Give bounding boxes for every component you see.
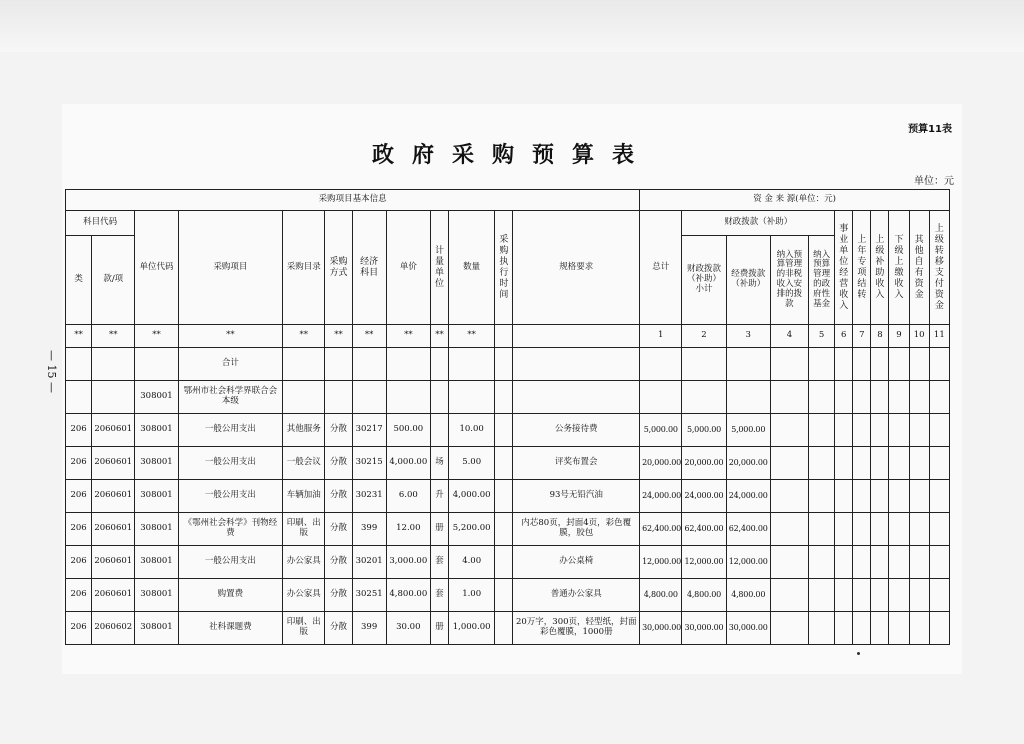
cell-quantity: 5,200.00 (449, 513, 495, 546)
cell-lei: 206 (66, 612, 92, 645)
cell-quantity: 1,000.00 (449, 612, 495, 645)
cell-exec-time (495, 612, 513, 645)
col-superior-aid: 上级补助收入 (871, 211, 889, 325)
cell-unit-price: 6.00 (386, 480, 430, 513)
cell-empty (770, 480, 808, 513)
cell-project: 社科课题费 (178, 612, 283, 645)
cell-empty (889, 480, 909, 513)
col-own-funds: 其他自有资金 (909, 211, 929, 325)
page-title: 政府采购预算表 (371, 143, 652, 168)
code-cell: 6 (835, 325, 853, 348)
code-cell: ** (66, 325, 92, 348)
cell-funding: 5,000.00 (726, 414, 770, 447)
cell-empty (929, 579, 949, 612)
col-method: 采购方式 (325, 211, 352, 325)
cell-empty (853, 612, 871, 645)
procurement-budget-table (65, 189, 950, 645)
cell-funding: 24,000.00 (726, 480, 770, 513)
cell-econ-subject: 30231 (352, 480, 386, 513)
cell-empty (853, 414, 871, 447)
code-cell: 8 (871, 325, 889, 348)
cell-unit-code: 308001 (135, 414, 178, 447)
cell-spec: 20万字，300页，轻型纸，封面彩色覆膜，1000册 (513, 612, 640, 645)
cell-empty (889, 579, 909, 612)
cell-measure-unit: 套 (430, 579, 448, 612)
col-total: 总计 (640, 211, 682, 325)
cell-empty (909, 612, 929, 645)
cell-empty (809, 546, 835, 579)
code-cell: 4 (770, 325, 808, 348)
cell-empty (909, 546, 929, 579)
cell-empty (929, 546, 949, 579)
cell-total: 30,000.00 (640, 612, 682, 645)
cell-empty (809, 513, 835, 546)
cell-total: 20,000.00 (640, 447, 682, 480)
cell-catalog: 一般会议 (283, 447, 325, 480)
cell-project: 《鄂州社会科学》刊物经费 (178, 513, 283, 546)
cell-measure-unit (430, 414, 448, 447)
cell-fiscal-subtotal: 24,000.00 (682, 480, 726, 513)
cell-project: 一般公用支出 (178, 414, 283, 447)
code-cell: 11 (929, 325, 949, 348)
cell-empty (889, 513, 909, 546)
scan-dot (857, 652, 860, 655)
cell-empty (909, 414, 929, 447)
cell-funding: 62,400.00 (726, 513, 770, 546)
code-cell: ** (449, 325, 495, 348)
group-fund-source: 资 金 来 源(单位：元) (640, 190, 950, 211)
table-row (66, 513, 950, 546)
cell-empty (929, 612, 949, 645)
cell-empty (889, 612, 909, 645)
cell-lei: 206 (66, 480, 92, 513)
cell-empty (909, 579, 929, 612)
cell-empty (770, 612, 808, 645)
cell-kuan-xiang: 2060601 (92, 480, 135, 513)
group-basic-info: 采购项目基本信息 (66, 190, 640, 211)
code-cell: ** (283, 325, 325, 348)
code-cell: 2 (682, 325, 726, 348)
cell-lei: 206 (66, 447, 92, 480)
data-rows (66, 414, 950, 645)
cell-unit-price: 30.00 (386, 612, 430, 645)
cell-empty (853, 447, 871, 480)
cell-empty (871, 414, 889, 447)
cell-quantity: 5.00 (449, 447, 495, 480)
cell-unit-code: 308001 (135, 546, 178, 579)
cell-measure-unit: 升 (430, 480, 448, 513)
cell-empty (835, 480, 853, 513)
cell-empty (909, 480, 929, 513)
cell-fiscal-subtotal: 30,000.00 (682, 612, 726, 645)
cell-unit-code: 308001 (135, 612, 178, 645)
code-cell: ** (92, 325, 135, 348)
table-row (66, 414, 950, 447)
cell-catalog: 办公家具 (283, 579, 325, 612)
unit-summary-row (66, 381, 950, 414)
table-row (66, 546, 950, 579)
cell-econ-subject: 30201 (352, 546, 386, 579)
cell-total: 24,000.00 (640, 480, 682, 513)
cell-empty (853, 480, 871, 513)
col-fiscal-subtotal: 财政拨款（补助）小计 (682, 236, 726, 325)
cell-empty (929, 414, 949, 447)
cell-fiscal-subtotal: 12,000.00 (682, 546, 726, 579)
cell-exec-time (495, 480, 513, 513)
cell-measure-unit: 册 (430, 612, 448, 645)
cell-empty (871, 447, 889, 480)
cell-empty (929, 513, 949, 546)
cell-empty (853, 513, 871, 546)
cell-method: 分散 (325, 546, 352, 579)
cell-empty (770, 447, 808, 480)
cell-empty (809, 414, 835, 447)
cell-method: 分散 (325, 414, 352, 447)
code-cell: 3 (726, 325, 770, 348)
cell-exec-time (495, 447, 513, 480)
cell-unit-code: 308001 (135, 480, 178, 513)
code-cell (513, 325, 640, 348)
cell-empty (809, 480, 835, 513)
cell-fiscal-subtotal: 5,000.00 (682, 414, 726, 447)
cell-project: 一般公用支出 (178, 480, 283, 513)
cell-empty (853, 579, 871, 612)
summary-unit-code: 308001 (135, 381, 178, 414)
col-catalog: 采购目录 (283, 211, 325, 325)
cell-funding: 20,000.00 (726, 447, 770, 480)
cell-empty (909, 447, 929, 480)
cell-empty (889, 414, 909, 447)
cell-spec: 内芯80页，封面4页，彩色覆膜，胶包 (513, 513, 640, 546)
total-row (66, 348, 950, 381)
cell-empty (871, 546, 889, 579)
cell-empty (929, 480, 949, 513)
page-number: — 15 — (45, 350, 58, 393)
cell-empty (871, 579, 889, 612)
cell-kuan-xiang: 2060601 (92, 546, 135, 579)
col-transfer: 上级转移支付资金 (929, 211, 949, 325)
cell-empty (770, 546, 808, 579)
cell-spec: 办公桌椅 (513, 546, 640, 579)
col-non-tax: 纳入预算管理的非税收入安排的拨款 (770, 236, 808, 325)
cell-method: 分散 (325, 579, 352, 612)
cell-empty (770, 414, 808, 447)
cell-empty (871, 513, 889, 546)
cell-kuan-xiang: 2060601 (92, 414, 135, 447)
cell-empty (835, 414, 853, 447)
cell-method: 分散 (325, 447, 352, 480)
summary-unit-name: 鄂州市社会科学界联合会本级 (178, 381, 283, 414)
cell-funding: 30,000.00 (726, 612, 770, 645)
col-lei: 类 (66, 236, 92, 325)
code-cell: ** (386, 325, 430, 348)
col-unit-code: 单位代码 (135, 211, 178, 325)
cell-exec-time (495, 579, 513, 612)
code-cell: 5 (809, 325, 835, 348)
col-kuan-xiang: 款/项 (92, 236, 135, 325)
code-cell: ** (178, 325, 283, 348)
col-measure-unit: 计量单位 (430, 211, 448, 325)
table-row (66, 579, 950, 612)
scan-top-edge (0, 0, 1024, 52)
cell-econ-subject: 399 (352, 513, 386, 546)
code-cell: ** (430, 325, 448, 348)
code-cell: ** (135, 325, 178, 348)
cell-kuan-xiang: 2060601 (92, 513, 135, 546)
col-subordinate: 下级上缴收入 (889, 211, 909, 325)
cell-empty (909, 513, 929, 546)
cell-kuan-xiang: 2060601 (92, 579, 135, 612)
cell-spec: 公务接待费 (513, 414, 640, 447)
cell-exec-time (495, 513, 513, 546)
cell-total: 5,000.00 (640, 414, 682, 447)
cell-quantity: 4.00 (449, 546, 495, 579)
cell-project: 一般公用支出 (178, 546, 283, 579)
col-unit-price: 单价 (386, 211, 430, 325)
cell-quantity: 1.00 (449, 579, 495, 612)
cell-unit-code: 308001 (135, 447, 178, 480)
unit-label: 单位：元 (914, 176, 954, 187)
cell-empty (929, 447, 949, 480)
cell-empty (835, 447, 853, 480)
cell-catalog: 办公家具 (283, 546, 325, 579)
col-funding: 经费拨款（补助） (726, 236, 770, 325)
cell-empty (770, 513, 808, 546)
col-carryover: 上年专项结转 (853, 211, 871, 325)
cell-quantity: 4,000.00 (449, 480, 495, 513)
cell-empty (809, 447, 835, 480)
cell-lei: 206 (66, 513, 92, 546)
cell-empty (871, 612, 889, 645)
col-op-income: 事业单位经营收入 (835, 211, 853, 325)
cell-kuan-xiang: 2060602 (92, 612, 135, 645)
cell-empty (770, 579, 808, 612)
cell-spec: 评奖布置会 (513, 447, 640, 480)
code-cell: ** (352, 325, 386, 348)
col-fiscal-group: 财政拨款（补助） (682, 211, 835, 236)
cell-econ-subject: 399 (352, 612, 386, 645)
cell-unit-price: 4,800.00 (386, 579, 430, 612)
cell-catalog: 其他服务 (283, 414, 325, 447)
cell-method: 分散 (325, 612, 352, 645)
cell-empty (853, 546, 871, 579)
cell-empty (889, 447, 909, 480)
cell-unit-price: 500.00 (386, 414, 430, 447)
cell-fiscal-subtotal: 20,000.00 (682, 447, 726, 480)
cell-econ-subject: 30217 (352, 414, 386, 447)
cell-fiscal-subtotal: 4,800.00 (682, 579, 726, 612)
col-gov-fund: 纳入预算管理的政府性基金 (809, 236, 835, 325)
cell-project: 一般公用支出 (178, 447, 283, 480)
cell-unit-code: 308001 (135, 513, 178, 546)
cell-econ-subject: 30215 (352, 447, 386, 480)
cell-empty (835, 513, 853, 546)
cell-method: 分散 (325, 513, 352, 546)
cell-funding: 12,000.00 (726, 546, 770, 579)
cell-total: 62,400.00 (640, 513, 682, 546)
cell-unit-price: 4,000.00 (386, 447, 430, 480)
cell-unit-price: 12.00 (386, 513, 430, 546)
cell-lei: 206 (66, 546, 92, 579)
code-cell: 9 (889, 325, 909, 348)
code-cell: 10 (909, 325, 929, 348)
cell-lei: 206 (66, 579, 92, 612)
cell-kuan-xiang: 2060601 (92, 447, 135, 480)
cell-empty (835, 612, 853, 645)
cell-fiscal-subtotal: 62,400.00 (682, 513, 726, 546)
col-exec-time: 采购执行时间 (495, 211, 513, 325)
cell-exec-time (495, 546, 513, 579)
col-quantity: 数量 (449, 211, 495, 325)
cell-measure-unit: 册 (430, 513, 448, 546)
cell-empty (835, 579, 853, 612)
cell-unit-price: 3,000.00 (386, 546, 430, 579)
cell-empty (889, 546, 909, 579)
code-row (66, 325, 950, 348)
cell-funding: 4,800.00 (726, 579, 770, 612)
table-row (66, 480, 950, 513)
col-subject-code: 科目代码 (66, 211, 135, 236)
cell-quantity: 10.00 (449, 414, 495, 447)
code-cell (495, 325, 513, 348)
cell-empty (871, 480, 889, 513)
col-project: 采购项目 (178, 211, 283, 325)
cell-empty (835, 546, 853, 579)
cell-spec: 93号无铅汽油 (513, 480, 640, 513)
table-row (66, 447, 950, 480)
cell-exec-time (495, 414, 513, 447)
cell-unit-code: 308001 (135, 579, 178, 612)
cell-empty (809, 579, 835, 612)
cell-total: 4,800.00 (640, 579, 682, 612)
col-spec: 规格要求 (513, 211, 640, 325)
cell-measure-unit: 场 (430, 447, 448, 480)
cell-method: 分散 (325, 480, 352, 513)
cell-catalog: 印刷、出版 (283, 612, 325, 645)
cell-empty (809, 612, 835, 645)
cell-catalog: 印刷、出版 (283, 513, 325, 546)
cell-lei: 206 (66, 414, 92, 447)
cell-spec: 普通办公家具 (513, 579, 640, 612)
code-cell: 7 (853, 325, 871, 348)
col-econ-subject: 经济科目 (352, 211, 386, 325)
code-cell: 1 (640, 325, 682, 348)
table-code: 预算11表 (908, 124, 952, 135)
cell-measure-unit: 套 (430, 546, 448, 579)
cell-econ-subject: 30251 (352, 579, 386, 612)
cell-project: 购置费 (178, 579, 283, 612)
code-cell: ** (325, 325, 352, 348)
total-label: 合计 (178, 348, 283, 381)
cell-total: 12,000.00 (640, 546, 682, 579)
cell-catalog: 车辆加油 (283, 480, 325, 513)
table-row (66, 612, 950, 645)
